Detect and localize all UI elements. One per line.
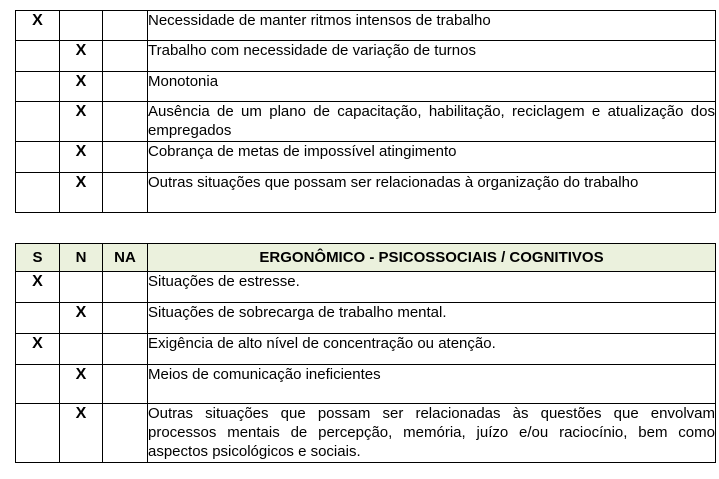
table-row	[16, 272, 716, 303]
psychosocial-cognitive-risks-table	[15, 243, 716, 463]
na-cell[interactable]	[103, 334, 148, 365]
na-cell[interactable]	[103, 11, 148, 41]
n-cell[interactable]: X	[60, 72, 103, 102]
item-description: Outras situações que possam ser relacionadas à organização do trabalho	[148, 173, 716, 213]
n-cell[interactable]: X	[60, 173, 103, 213]
table-row	[16, 102, 716, 142]
table-row	[16, 41, 716, 72]
organization-risks-table	[15, 10, 716, 213]
s-cell[interactable]: X	[16, 272, 60, 303]
category-title: ERGONÔMICO - PSICOSSOCIAIS / COGNITIVOS	[148, 244, 716, 272]
item-description: Cobrança de metas de impossível atingimento	[148, 142, 716, 173]
na-cell[interactable]	[103, 272, 148, 303]
table-row	[16, 142, 716, 173]
n-cell[interactable]: X	[60, 303, 103, 334]
s-cell[interactable]: X	[16, 11, 60, 41]
s-cell[interactable]	[16, 303, 60, 334]
s-cell[interactable]	[16, 102, 60, 142]
table-row	[16, 173, 716, 213]
table-row	[16, 72, 716, 102]
s-cell[interactable]	[16, 72, 60, 102]
n-cell[interactable]	[60, 272, 103, 303]
na-cell[interactable]	[103, 41, 148, 72]
n-cell[interactable]: X	[60, 365, 103, 404]
na-cell[interactable]	[103, 102, 148, 142]
item-description: Outras situações que possam ser relacionadas às questões que envolvam processos mentais de percepção, memória, juízo e/ou raciocínio, bem como aspectos psicológicos e sociais.	[148, 404, 716, 463]
s-cell[interactable]	[16, 173, 60, 213]
n-cell[interactable]	[60, 334, 103, 365]
item-description: Meios de comunicação ineficientes	[148, 365, 716, 404]
n-column-header: N	[60, 244, 103, 272]
table-header-row	[16, 244, 716, 272]
item-description: Situações de sobrecarga de trabalho mental.	[148, 303, 716, 334]
table-row	[16, 11, 716, 41]
s-cell[interactable]: X	[16, 334, 60, 365]
item-description: Monotonia	[148, 72, 716, 102]
s-cell[interactable]	[16, 365, 60, 404]
na-cell[interactable]	[103, 72, 148, 102]
s-cell[interactable]	[16, 41, 60, 72]
table-row	[16, 404, 716, 463]
item-description: Ausência de um plano de capacitação, habilitação, reciclagem e atualização dos empregados	[148, 102, 716, 142]
n-cell[interactable]: X	[60, 41, 103, 72]
na-cell[interactable]	[103, 142, 148, 173]
na-cell[interactable]	[103, 365, 148, 404]
na-column-header: NA	[103, 244, 148, 272]
na-cell[interactable]	[103, 303, 148, 334]
s-cell[interactable]	[16, 404, 60, 463]
item-description: Situações de estresse.	[148, 272, 716, 303]
s-cell[interactable]	[16, 142, 60, 173]
n-cell[interactable]: X	[60, 102, 103, 142]
table-row	[16, 365, 716, 404]
s-column-header: S	[16, 244, 60, 272]
na-cell[interactable]	[103, 404, 148, 463]
n-cell[interactable]: X	[60, 404, 103, 463]
n-cell[interactable]: X	[60, 142, 103, 173]
na-cell[interactable]	[103, 173, 148, 213]
item-description: Trabalho com necessidade de variação de turnos	[148, 41, 716, 72]
item-description: Exigência de alto nível de concentração ou atenção.	[148, 334, 716, 365]
item-description: Necessidade de manter ritmos intensos de trabalho	[148, 11, 716, 41]
table-row	[16, 303, 716, 334]
table-row	[16, 334, 716, 365]
n-cell[interactable]	[60, 11, 103, 41]
